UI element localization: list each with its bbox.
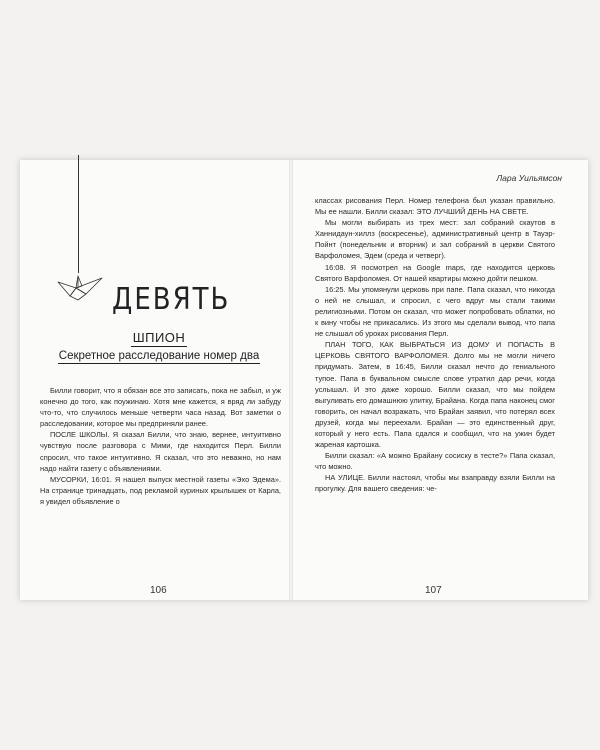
section-title: ШПИОН [132,330,186,345]
paragraph: классах рисования Перл. Номер телефона был указан правильно. Мы ее нашли. Билли сказал: ЭТО ЛУЧШИЙ ДЕНЬ НА СВЕТЕ. [315,196,555,217]
paragraph: Мы могли выбирать из трех мест: зал собраний скаутов в Ханнидаун-хиллз (воскресенье), административный центр в Тауэр-Пойнт (понедельник и вторник) и зал собраний в церкви Святого Варфоломея, Эдем (среда и четверг). [315,218,555,261]
paragraph: Билли сказал: «А можно Брайану сосиску в тесте?» Папа сказал, что можно. [315,451,555,472]
paragraph: ПОСЛЕ ШКОЛЫ. Я сказал Билли, что знаю, вернее, интуитивно чувствую после разговора с Мими, где находится Перл. Билли спросил, что такое интуитивно. Я сказал, что это неважно, но нам надо найти газету с объявлениями. [40,430,281,473]
section-subtitle: Секретное расследование номер два [58,350,260,362]
left-page-text [40,385,281,507]
paragraph: 16:25. Мы упомянули церковь при папе. Папа сказал, что никогда о ней не слышал, и спросил, с чего вдруг мы стали такими религиозными. Потом он сказал, что может попробовать облатки, но к вину чтобы не прикасались. Из этого мы сделали вывод, что папа не слышал об уроках рисования Перл. [315,284,555,339]
paragraph: ПЛАН ТОГО, КАК ВЫБРАТЬСЯ ИЗ ДОМУ И ПОПАСТЬ В ЦЕРКОВЬ СВЯТОГО ВАРФОЛОМЕЯ. Долго мы не могли ничего придумать. Затем, в 16:45, Билли сказал нечто до гениального тупое. Папа в буквальном смысле слове утратил дар речи, когда услышал. И это даже хорошо. Билли сказал, что мы пойдем выгуливать его домашнюю улитку, Брайана. Когда папа наконец смог говорить, он начал возражать, что Брайан заявил, что потерял всех друзей, когда мы переехали. Брайан — это единственный друг, который у него есть. Папа сдался и сообщил, что на ужин будет жареная картошка. [315,340,555,450]
running-head-author: Лара Уильямсон [496,173,562,183]
paragraph: Билли говорит, что я обязан все это записать, пока не забыл, и уж конечно до того, как поужинаю. Хотя мне кажется, я вряд ли забуду что-то, что случилось меньше четверти часа назад. Вот заметки о расследовании, которое мы предприняли ранее. [40,386,281,429]
paragraph: НА УЛИЦЕ. Билли настоял, чтобы мы взаправду взяли Билли на прогулку. Для вашего сведения: че- [315,473,555,494]
page-number-right: 107 [425,585,442,596]
hanging-string [78,155,79,273]
paragraph: МУСОРКИ, 16:01. Я нашел выпуск местной газеты «Эхо Эдема». На странице тринадцать, под рекламой куриных крылышек от Карла, я увидел объявление о [40,474,281,506]
chapter-title: ДЕВЯТЬ [112,282,231,318]
page-number-left: 106 [150,585,167,596]
right-page-text [315,195,555,495]
book-gutter [289,160,293,600]
origami-crane-icon [56,270,104,302]
paragraph: 16:08. Я посмотрел на Google maps, где находится церковь Святого Варфоломея. От нашей квартиры можно дойти пешком. [315,262,555,283]
